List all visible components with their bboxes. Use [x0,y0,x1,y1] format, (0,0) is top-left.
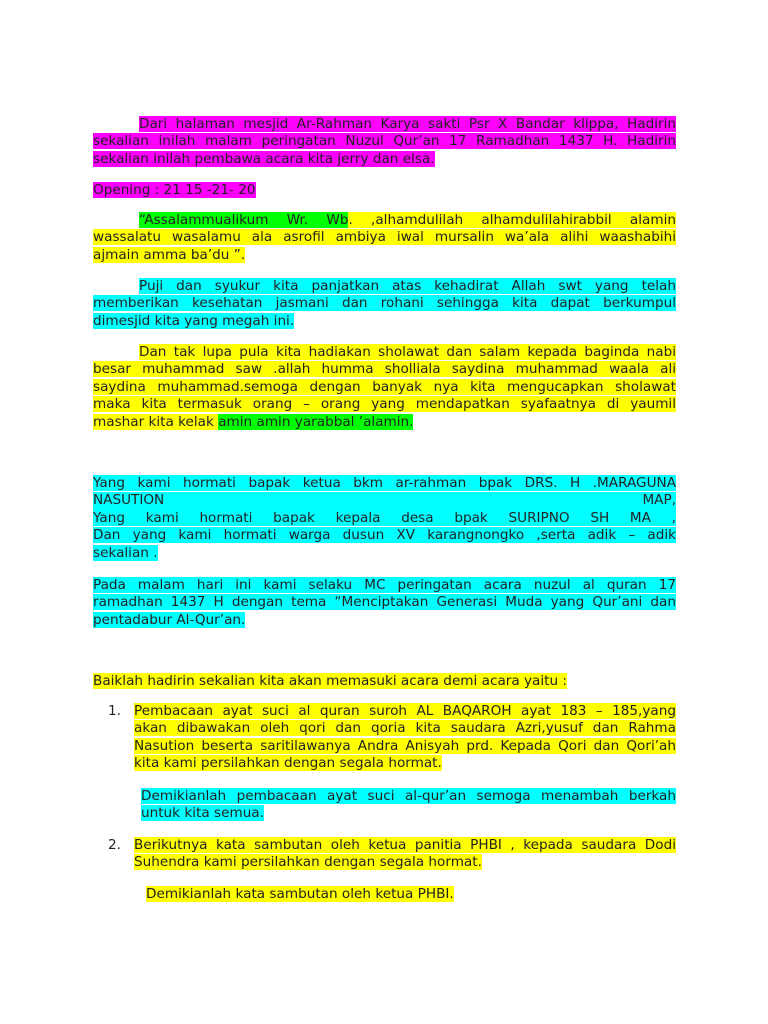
hormat-line-4: Dan yang kami hormati warga dusun XV karangnongko ,serta adik – adik [93,527,676,544]
hormat-line-2 [93,492,676,509]
hormat-line-5: sekalian . [93,544,158,561]
salam-line-2: wassalatu wasalamu ala asrofil ambiya iwal mursalin wa’ala alihi waashabihi [93,229,676,246]
item1-line-3: Nasution beserta saritilawanya Andra Anisyah prd. Kepada Qori dan Qori’ah [134,737,676,754]
item1-line-4: kita kami persilahkan dengan segala hormat. [134,755,442,772]
salam-greeting-rest: . ,alhamdulilah alhamdulilahirabbil alamin [348,212,676,228]
tema-line-1: Pada malam hari ini kami selaku MC peringatan acara nuzul al quran 17 [93,577,676,593]
item2-closing [146,886,681,903]
hormat-line-3: Yang kami hormati bapak kepala desa bpak SURIPNO SH MA , [93,509,676,526]
sholawat-line-1: Dan tak lupa pula kita hadiakan sholawat dan salam kepada baginda nabi [139,344,676,360]
intro-line-2: sekalian inilah malam peringatan Nuzul Qur’an 17 Ramadhan 1437 H. Hadirin [93,133,676,150]
intro-line-1: Dari halaman mesjid Ar-Rahman Karya sakti Psr X Bandar klippa, Hadirin [139,116,676,132]
salam-paragraph [93,212,676,264]
item1-line-2: akan dibawakan oleh qori dan qoria kita saudara Azri,yusuf dan Rahma [134,720,676,737]
sholawat-line-3: saydina muhammad.semoga dengan banyak nya kita mengucapkan sholawat [93,378,676,395]
list-item-2 [134,837,676,872]
item1-line-1: Pembacaan ayat suci al quran suroh AL BAQAROH ayat 183 – 185,yang [134,703,676,719]
opening-time: Opening : 21 15 -21- 20 [93,182,256,198]
tema-paragraph [93,577,676,629]
opening-line [93,182,676,199]
item1-closing [141,788,676,823]
hormat-line-1: Yang kami hormati bapak ketua bkm ar-rahman bpak DRS. H .MARAGUNA [93,475,676,491]
list-number-1: 1. [108,703,121,719]
hormat-paragraph [93,475,676,562]
sholawat-line-2: besar muhammad saw .allah humma sholliala saydina muhammad waala ali [93,361,676,378]
salam-greeting: “Assalammualikum Wr. Wb [139,212,349,228]
intro-line-3: sekalian inilah pembawa acara kita jerry dan elsa. [93,150,435,167]
puji-paragraph [93,278,676,330]
item2-line-2: Suhendra kami persilahkan dengan segala hormat. [134,854,482,871]
list-number-2: 2. [108,837,121,853]
baiklah-text: Baiklah hadirin sekalian kita akan memasuki acara demi acara yaitu : [93,673,568,689]
puji-line-1: Puji dan syukur kita panjatkan atas kehadirat Allah swt yang telah [139,278,676,294]
hormat-line-2-text: NASUTION MAP, [93,492,676,509]
item2-closing-line: Demikianlah kata sambutan oleh ketua PHBI. [146,886,454,902]
intro-paragraph [93,116,676,168]
sholawat-paragraph [93,344,676,431]
item1-closing-line-1: Demikianlah pembacaan ayat suci al-qur’an semoga menambah berkah [141,788,676,804]
puji-line-2: memberikan kesehatan jasmani dan rohani sehingga kita dapat berkumpul [93,295,676,312]
salam-line-3: ajmain amma ba’du ”. [93,246,246,263]
list-item-1 [134,703,676,773]
tema-line-2: ramadhan 1437 H dengan tema “Menciptakan Generasi Muda yang Qur’ani dan [93,594,676,611]
puji-line-3: dimesjid kita yang megah ini. [93,312,295,329]
sholawat-line-5: mashar kita kelak [93,413,219,430]
item1-closing-line-2: untuk kita semua. [141,805,264,822]
sholawat-line-4: maka kita termasuk orang – orang yang mendapatkan syafaatnya di yaumil [93,396,676,413]
sholawat-amin: amin amin yarabbal ’alamin. [218,413,414,430]
item2-line-1: Berikutnya kata sambutan oleh ketua panitia PHBI , kepada saudara Dodi [134,837,676,853]
tema-line-3: pentadabur Al-Qur’an. [93,611,246,628]
baiklah-line [93,673,676,690]
